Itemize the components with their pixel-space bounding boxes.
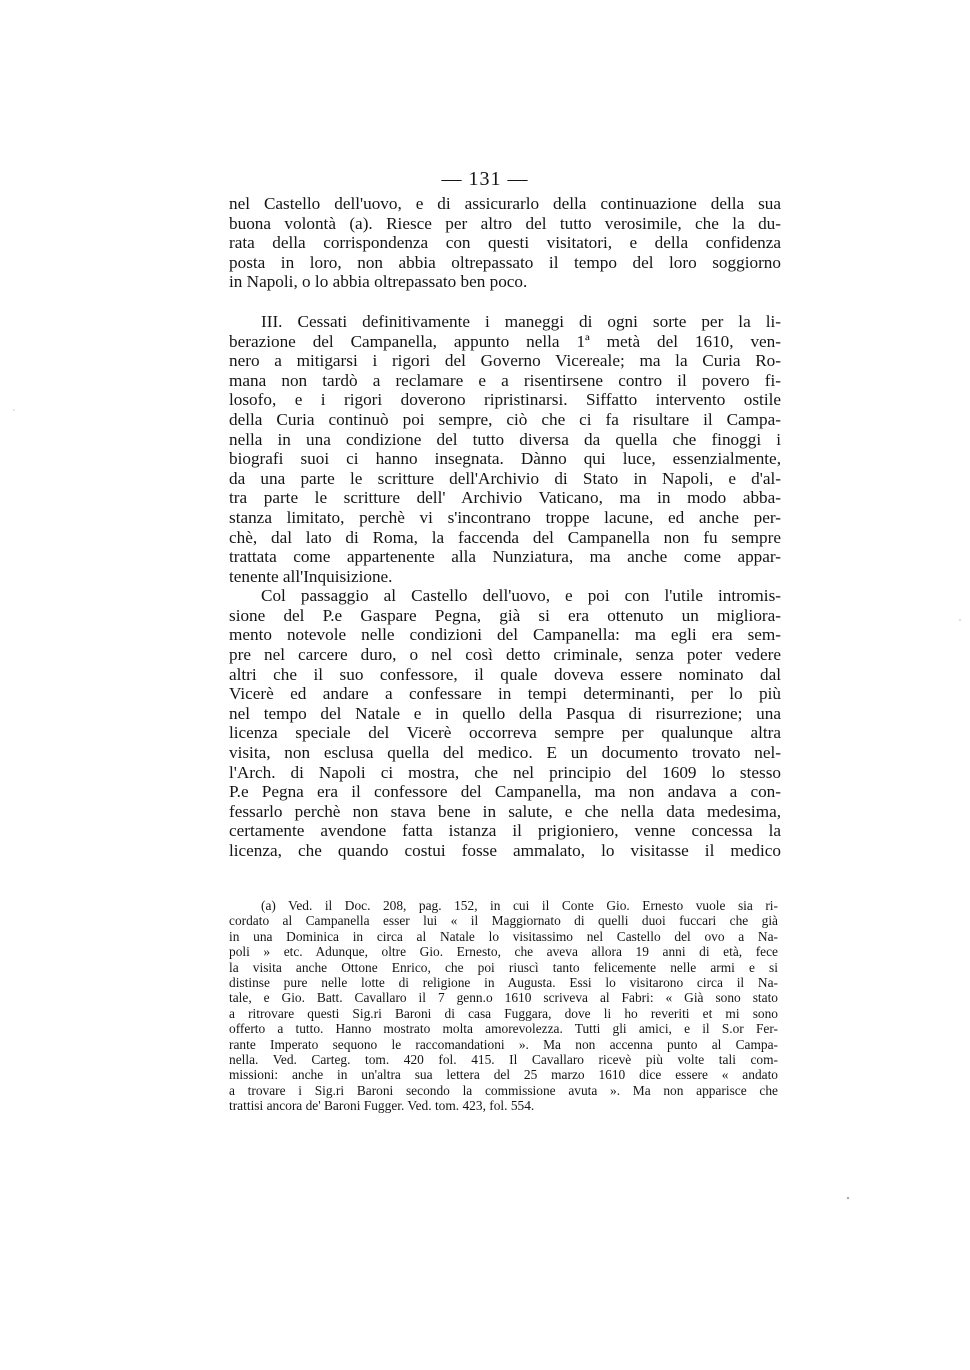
text-line: licenza, che quando costui fosse ammalato, lo visitasse il medico [229,841,781,860]
main-text [229,194,781,861]
text-line: berazione del Campanella, appunto nella 1ª metà del 1610, ven- [229,331,781,351]
text-line: nero a mitigarsi i rigori del Governo Vicereale; ma la Curia Ro- [229,351,781,371]
paper-speck [847,1197,849,1199]
text-line: in Napoli, o lo abbia oltrepassato ben poco. [229,272,528,292]
page-number: — 131 — [441,168,529,190]
footnote-line: missioni: anche in un'altra sua lettera del 25 marzo 1610 dice essere « andato [229,1067,778,1083]
footnote-line: a trovare i Sig.ri Baroni secondo la commissione avuta ». Ma non apparisce che [229,1082,778,1098]
footnote-line: in una Dominica in circa al Natale lo visitassimo nel Castello del ovo a Na- [229,928,778,944]
text-line: buona volontà (a). Riesce per altro del tutto verosimile, che la du- [229,213,781,233]
footnote-line: nella. Ved. Carteg. tom. 420 fol. 415. Il Cavallaro ricevè più volte tali com- [229,1051,778,1067]
paragraph-gap [229,292,781,312]
text-line: fessarlo perchè non stava bene in salute, e che nella data medesima, [229,801,781,821]
text-line: visita, non esclusa quella del medico. E un documento trovato nel- [229,743,781,763]
text-line: pre nel carcere duro, o nel così detto criminale, senza poter vedere [229,645,781,665]
footnote-block [229,898,778,1113]
text-line: nel Castello dell'uovo, e di assicurarlo della continuazione della sua [229,194,781,213]
footnote-line: (a) Ved. il Doc. 208, pag. 152, in cui il Conte Gio. Ernesto vuole sia ri- [261,898,778,913]
text-line: III. Cessati definitivamente i maneggi di ogni sorte per la li- [261,311,781,331]
paper-speck [959,619,961,621]
text-line: da una parte le scritture dell'Archivio di Stato in Napoli, e d'al- [229,468,781,488]
text-line: licenza speciale del Vicerè occorreva sempre per qualunque altra [229,723,781,743]
text-line: tra parte le scritture dell' Archivio Vaticano, ma in modo abba- [229,488,781,508]
text-line: certamente avendone fatta istanza il prigioniero, venne concessa la [229,821,781,841]
footnote-line: rante Imperato sequono le raccomandationi ». Ma non accenna punto al Campa- [229,1036,778,1052]
footnote-line: poli » etc. Adunque, oltre Gio. Ernesto, che aveva allora 19 anni di età, fece [229,944,778,960]
text-line: P.e Pegna era il confessore del Campanella, ma non andava a con- [229,782,781,802]
footnote-line: la visita anche Ottone Enrico, che poi riuscì tanto felicemente nelle armi e si [229,959,778,975]
text-line: posta in loro, non abbia oltrepassato il tempo del loro soggiorno [229,252,781,272]
text-line: Col passaggio al Castello dell'uovo, e poi con l'utile intromis- [261,586,781,606]
text-line: mana non tardò a reclamare e a risentirsene contro il povero fi- [229,370,781,390]
text-line: l'Arch. di Napoli ci mostra, che nel principio del 1609 lo stesso [229,762,781,782]
footnote-line: cordato al Campanella esser lui « il Maggiornato di quelli duoi fuccari che già [229,913,778,929]
text-line: stanza limitato, perchè vi s'incontrano troppe lacune, ed anche per- [229,507,781,527]
text-line: chè, dal lato di Roma, la faccenda del Campanella non fu sempre [229,527,781,547]
text-line: tenente all'Inquisizione. [229,566,393,586]
text-line: nel tempo del Natale e in quello della Pasqua di risurrezione; una [229,703,781,723]
text-line: biografi suoi ci hanno insegnata. Dànno qui luce, essenzialmente, [229,449,781,469]
text-line: nella in una condizione del tutto diversa da quella che finoggi i [229,429,781,449]
text-line: losofo, e i rigori doverono ripristinarsi. Siffatto intervento ostile [229,390,781,410]
footnote-line: trattisi ancora de' Baroni Fugger. Ved. tom. 423, fol. 554. [229,1098,535,1114]
footnote-line: a ritrovare questi Sig.ri Baroni di casa Fuggara, dove li ho reveriti et mi sono [229,1005,778,1021]
paper-speck [13,409,15,411]
text-line: Vicerè ed andare a confessare in tempi determinanti, per lo più [229,684,781,704]
footnote-line: tale, e Gio. Batt. Cavallaro il 7 genn.o 1610 scriveva al Fabri: « Già sono stato [229,990,778,1006]
text-line: della Curia continuò poi sempre, ciò che ci fa risultare il Campa- [229,409,781,429]
text-line: mento notevole nelle condizioni del Campanella: ma egli era sem- [229,625,781,645]
text-line: rata della corrispondenza con questi visitatori, e della confidenza [229,233,781,253]
text-line: sione del P.e Gaspare Pegna, già si era ottenuto un migliora- [229,605,781,625]
text-line: trattata come appartenente alla Nunziatura, ma anche come appar- [229,547,781,567]
footnote-line: offerto a tutto. Hanno mostrato molta amorevolezza. Tutti gli amici, e il S.or Fer- [229,1021,778,1037]
text-line: altri che il suo confessore, il quale doveva essere nominato dal [229,664,781,684]
footnote-line: distinse pure nelle lotte di religione in Augusta. Essi lo visitarono circa il Na- [229,974,778,990]
